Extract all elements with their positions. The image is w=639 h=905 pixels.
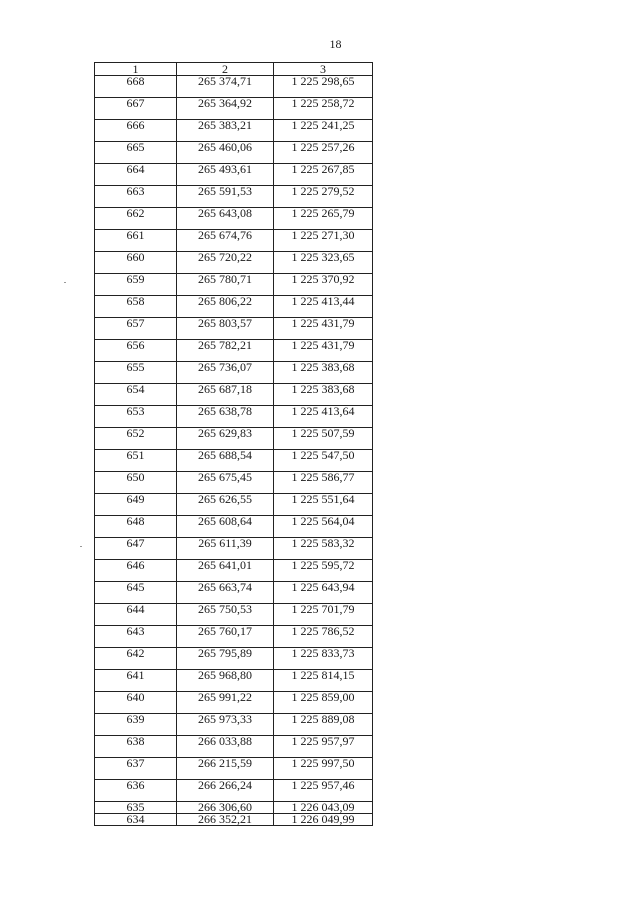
x-coordinate-cell: 265 663,74 (177, 582, 274, 604)
x-coordinate-cell: 265 626,55 (177, 494, 274, 516)
table-row (95, 648, 373, 670)
y-coordinate-cell: 1 225 595,72 (274, 560, 373, 582)
y-coordinate-cell: 1 225 859,00 (274, 692, 373, 714)
y-coordinate-cell: 1 225 383,68 (274, 384, 373, 406)
column-header: 3 (274, 63, 373, 76)
x-coordinate-cell: 265 750,53 (177, 604, 274, 626)
x-coordinate-cell: 265 688,54 (177, 450, 274, 472)
y-coordinate-cell: 1 225 786,52 (274, 626, 373, 648)
point-number-cell: 634 (95, 814, 177, 826)
point-number-cell: 666 (95, 120, 177, 142)
y-coordinate-cell: 1 225 701,79 (274, 604, 373, 626)
x-coordinate-cell: 265 460,06 (177, 142, 274, 164)
y-coordinate-cell: 1 225 564,04 (274, 516, 373, 538)
point-number-cell: 643 (95, 626, 177, 648)
y-coordinate-cell: 1 225 267,85 (274, 164, 373, 186)
coordinates-table (94, 62, 373, 826)
x-coordinate-cell: 266 033,88 (177, 736, 274, 758)
x-coordinate-cell: 265 795,89 (177, 648, 274, 670)
x-coordinate-cell: 266 352,21 (177, 814, 274, 826)
table-row (95, 692, 373, 714)
y-coordinate-cell: 1 225 298,65 (274, 76, 373, 98)
table-row (95, 472, 373, 494)
page-number: 18 (329, 37, 342, 51)
y-coordinate-cell: 1 226 043,09 (274, 802, 373, 814)
y-coordinate-cell: 1 225 413,44 (274, 296, 373, 318)
y-coordinate-cell: 1 225 889,08 (274, 714, 373, 736)
table-row (95, 516, 373, 538)
point-number-cell: 649 (95, 494, 177, 516)
point-number-cell: 665 (95, 142, 177, 164)
y-coordinate-cell: 1 225 957,46 (274, 780, 373, 802)
table-row (95, 208, 373, 230)
column-header: 1 (95, 63, 177, 76)
table-row (95, 340, 373, 362)
point-number-cell: 668 (95, 76, 177, 98)
table-row (95, 230, 373, 252)
y-coordinate-cell: 1 225 370,92 (274, 274, 373, 296)
x-coordinate-cell: 266 266,24 (177, 780, 274, 802)
x-coordinate-cell: 265 374,71 (177, 76, 274, 98)
x-coordinate-cell: 265 780,71 (177, 274, 274, 296)
x-coordinate-cell: 265 760,17 (177, 626, 274, 648)
y-coordinate-cell: 1 225 833,73 (274, 648, 373, 670)
table-row (95, 780, 373, 802)
table-row (95, 186, 373, 208)
point-number-cell: 650 (95, 472, 177, 494)
y-coordinate-cell: 1 225 323,65 (274, 252, 373, 274)
point-number-cell: 662 (95, 208, 177, 230)
table-row (95, 120, 373, 142)
x-coordinate-cell: 266 306,60 (177, 802, 274, 814)
y-coordinate-cell: 1 225 383,68 (274, 362, 373, 384)
x-coordinate-cell: 265 629,83 (177, 428, 274, 450)
table-row (95, 758, 373, 780)
point-number-cell: 663 (95, 186, 177, 208)
table-row (95, 384, 373, 406)
x-coordinate-cell: 265 973,33 (177, 714, 274, 736)
x-coordinate-cell: 265 638,78 (177, 406, 274, 428)
point-number-cell: 654 (95, 384, 177, 406)
x-coordinate-cell: 265 611,39 (177, 538, 274, 560)
x-coordinate-cell: 265 608,64 (177, 516, 274, 538)
x-coordinate-cell: 265 675,45 (177, 472, 274, 494)
table-row (95, 428, 373, 450)
point-number-cell: 656 (95, 340, 177, 362)
point-number-cell: 652 (95, 428, 177, 450)
x-coordinate-cell: 265 806,22 (177, 296, 274, 318)
y-coordinate-cell: 1 225 507,59 (274, 428, 373, 450)
x-coordinate-cell: 265 674,76 (177, 230, 274, 252)
table-row (95, 714, 373, 736)
point-number-cell: 641 (95, 670, 177, 692)
y-coordinate-cell: 1 225 257,26 (274, 142, 373, 164)
table-row (95, 736, 373, 758)
table-row (95, 362, 373, 384)
x-coordinate-cell: 265 736,07 (177, 362, 274, 384)
table-row (95, 274, 373, 296)
x-coordinate-cell: 266 215,59 (177, 758, 274, 780)
point-number-cell: 653 (95, 406, 177, 428)
y-coordinate-cell: 1 225 547,50 (274, 450, 373, 472)
point-number-cell: 664 (95, 164, 177, 186)
table-row (95, 604, 373, 626)
point-number-cell: 655 (95, 362, 177, 384)
y-coordinate-cell: 1 225 814,15 (274, 670, 373, 692)
y-coordinate-cell: 1 225 258,72 (274, 98, 373, 120)
table-row (95, 494, 373, 516)
point-number-cell: 636 (95, 780, 177, 802)
point-number-cell: 659 (95, 274, 177, 296)
coordinates-table-body (95, 63, 373, 826)
table-row (95, 626, 373, 648)
table-row (95, 538, 373, 560)
point-number-cell: 638 (95, 736, 177, 758)
x-coordinate-cell: 265 364,92 (177, 98, 274, 120)
column-header: 2 (177, 63, 274, 76)
y-coordinate-cell: 1 225 431,79 (274, 340, 373, 362)
y-coordinate-cell: 1 225 271,30 (274, 230, 373, 252)
y-coordinate-cell: 1 225 413,64 (274, 406, 373, 428)
table-row (95, 142, 373, 164)
point-number-cell: 644 (95, 604, 177, 626)
table-row (95, 252, 373, 274)
x-coordinate-cell: 265 687,18 (177, 384, 274, 406)
point-number-cell: 637 (95, 758, 177, 780)
point-number-cell: 645 (95, 582, 177, 604)
x-coordinate-cell: 265 591,53 (177, 186, 274, 208)
point-number-cell: 647 (95, 538, 177, 560)
y-coordinate-cell: 1 225 551,64 (274, 494, 373, 516)
table-row (95, 814, 373, 826)
point-number-cell: 640 (95, 692, 177, 714)
point-number-cell: 648 (95, 516, 177, 538)
y-coordinate-cell: 1 225 957,97 (274, 736, 373, 758)
y-coordinate-cell: 1 225 643,94 (274, 582, 373, 604)
point-number-cell: 639 (95, 714, 177, 736)
x-coordinate-cell: 265 720,22 (177, 252, 274, 274)
table-row (95, 560, 373, 582)
x-coordinate-cell: 265 641,01 (177, 560, 274, 582)
y-coordinate-cell: 1 225 586,77 (274, 472, 373, 494)
y-coordinate-cell: 1 225 265,79 (274, 208, 373, 230)
y-coordinate-cell: 1 225 241,25 (274, 120, 373, 142)
x-coordinate-cell: 265 991,22 (177, 692, 274, 714)
table-row (95, 318, 373, 340)
y-coordinate-cell: 1 225 431,79 (274, 318, 373, 340)
x-coordinate-cell: 265 782,21 (177, 340, 274, 362)
y-coordinate-cell: 1 225 997,50 (274, 758, 373, 780)
table-row (95, 98, 373, 120)
point-number-cell: 658 (95, 296, 177, 318)
x-coordinate-cell: 265 383,21 (177, 120, 274, 142)
point-number-cell: 660 (95, 252, 177, 274)
y-coordinate-cell: 1 225 583,32 (274, 538, 373, 560)
table-row (95, 582, 373, 604)
point-number-cell: 646 (95, 560, 177, 582)
table-row (95, 406, 373, 428)
point-number-cell: 657 (95, 318, 177, 340)
x-coordinate-cell: 265 968,80 (177, 670, 274, 692)
x-coordinate-cell: 265 643,08 (177, 208, 274, 230)
point-number-cell: 667 (95, 98, 177, 120)
point-number-cell: 635 (95, 802, 177, 814)
y-coordinate-cell: 1 226 049,99 (274, 814, 373, 826)
table-row (95, 670, 373, 692)
table-row (95, 164, 373, 186)
table-row (95, 450, 373, 472)
x-coordinate-cell: 265 493,61 (177, 164, 274, 186)
table-row (95, 296, 373, 318)
scan-artifact (64, 282, 66, 283)
scan-artifact (80, 546, 82, 547)
table-row (95, 76, 373, 98)
point-number-cell: 661 (95, 230, 177, 252)
point-number-cell: 642 (95, 648, 177, 670)
y-coordinate-cell: 1 225 279,52 (274, 186, 373, 208)
x-coordinate-cell: 265 803,57 (177, 318, 274, 340)
point-number-cell: 651 (95, 450, 177, 472)
